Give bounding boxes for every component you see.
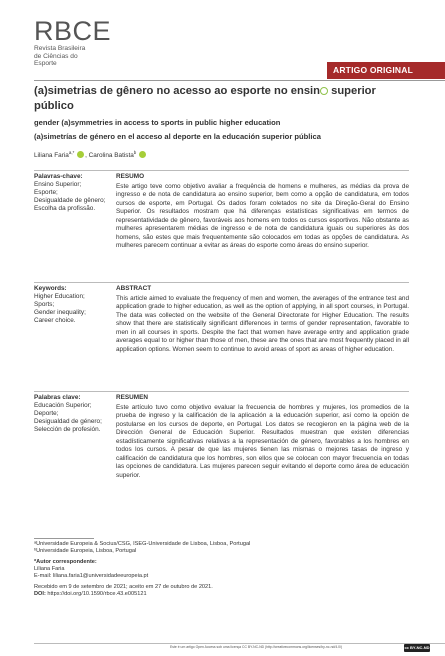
- doi-link[interactable]: https://doi.org/10.1590/rbce.43.e005121: [47, 591, 147, 597]
- abstract-block: [116, 173, 409, 251]
- header-divider: [34, 80, 445, 81]
- keyword: Desigualdade de gênero;: [34, 197, 106, 204]
- author-affiliation-mark: a,*: [68, 150, 75, 155]
- article-title: [34, 84, 414, 113]
- keyword: Deporte;: [34, 410, 59, 417]
- abstract-text: This article aimed to evaluate the frequency of men and women, the averages of the entrance test and application grade to higher education, as well as the option of applying, in all sport courses, in Portugal. The data was collected on the website of the General Directorate for Higher Education. The results show that there are statistically significant differences in terms of gender representation, favorable to men in all courses in sports. Despite the fact that women have average entry and application grade averages equal to or higher than those of men, these are the ones that are most frequently placed in all application options. Women seem to continue to avoid areas of sport as areas of higher education.: [116, 294, 409, 353]
- title-english: gender (a)symmetries in access to sports in public higher education: [34, 118, 281, 127]
- footer-divider: [34, 643, 445, 644]
- logo-line: Revista Brasileira: [34, 45, 86, 52]
- keywords-title: Keywords:: [34, 285, 67, 292]
- keyword: Escolha da profissão.: [34, 205, 96, 212]
- received-date: Recebido em 9 de setembro de 2021; aceito em 27 de outubro de 2021.: [34, 584, 213, 590]
- author-separator: ,: [85, 152, 89, 160]
- abstract-title: ABSTRACT: [116, 285, 152, 292]
- author-name: Carolina Batista: [88, 152, 134, 160]
- crossmark-icon[interactable]: [320, 87, 328, 95]
- keyword: Gender inequality;: [34, 309, 86, 316]
- affiliation: ᵃUniversidade Europeia & Socius/CSG, ISEG-Universidade de Lisboa, Lisboa, Portugal: [34, 541, 251, 547]
- section-divider: [34, 282, 409, 283]
- keywords-title: Palabras clave:: [34, 394, 81, 401]
- section-badge: ARTIGO ORIGINAL: [327, 62, 445, 79]
- keywords-block: [34, 173, 114, 213]
- keyword: Career choice.: [34, 317, 76, 324]
- author-list: [34, 150, 147, 159]
- footnote-divider: [34, 538, 94, 539]
- doi-label: DOI:: [34, 591, 46, 597]
- affiliation: ᵇUniversidade Europeia, Lisboa, Portugal: [34, 548, 137, 554]
- keyword: Educación Superior;: [34, 402, 92, 409]
- logo-line: Esporte: [34, 60, 57, 68]
- logo-subtitle: [34, 45, 111, 68]
- orcid-icon[interactable]: [139, 151, 146, 158]
- keyword: Selección de profesión.: [34, 426, 101, 433]
- abstract-block: [116, 285, 409, 354]
- corresponding-name: Liliana Faria: [34, 566, 65, 572]
- corresponding-label: *Autor correspondente:: [34, 559, 97, 565]
- keyword: Ensino Superior;: [34, 181, 82, 188]
- keyword: Desigualdad de género;: [34, 418, 102, 425]
- keywords-title: Palavras-chave:: [34, 173, 83, 180]
- footnotes: [34, 541, 409, 598]
- creative-commons-icon[interactable]: cc BY-NC-ND: [404, 645, 430, 650]
- title-part: (a)simetrias de gênero no acesso ao esporte no ensin: [34, 85, 320, 97]
- section-divider: [34, 391, 409, 392]
- keywords-block: [34, 394, 114, 434]
- keyword: Higher Education;: [34, 293, 85, 300]
- title-part: superior: [328, 85, 376, 97]
- keywords-block: [34, 285, 114, 325]
- abstract-title: RESUMEN: [116, 394, 148, 401]
- doi-line: [34, 591, 409, 598]
- corresponding-email[interactable]: E-mail: liliana.faria1@universidadeeuropeia.pt: [34, 573, 149, 579]
- abstract-text: Este artigo teve como objetivo avaliar a frequência de homens e mulheres, as médias da prova de ingresso e de nota de candidatura ao ensino superior, bem como a opção de candidatura, em todos cursos de esporte, em Portugal. Os dados foram coletados no site da Direção-Geral do Ensino Superior. Os resultados mostram que há diferenças estatísticas significativas em termos de representatividade de gênero, favoráveis aos homens em todos os cursos esportivos. Não obstante as mulheres apresentarem médias de ingresso e de nota de candidatura iguais ou superiores às dos homens, são estes que mais frequentemente são colocados em todas as opções de candidatura. As mulheres parecem continuar a evitar as áreas do esporte como áreas do ensino superior.: [116, 182, 409, 249]
- logo-text: RBCE: [34, 16, 112, 46]
- orcid-icon[interactable]: [77, 151, 84, 158]
- author-affiliation-mark: b: [133, 150, 137, 155]
- section-divider: [34, 170, 409, 171]
- abstract-text: Este artículo tuvo como objetivo evaluar la frecuencia de hombres y mujeres, los promedios de la prueba de ingreso y la calificación de la aplicación a la educación superior, así como la opción de postularse en los cursos de deporte, en Portugal. Los datos se recogieron en la página web de la Dirección General de Educación Superior. Resultados muestran que existen diferencias estadísticamente significativas relativas a la representación de género, favorables a los hombres en todos los cursos. A pesar de que las mujeres tienen las mismas o mejores tasas de ingreso y calificación de candidatura que los hombres, son ellos que se colocan con mayor frecuencia en todas las opciones de candidatura. Las mujeres parecen seguir evitando el deporte como área de educación superior.: [116, 403, 409, 479]
- keyword: Esporte;: [34, 189, 58, 196]
- license-text: Este é um artigo Open Access sob uma licença CC BY-NC-ND (http://creativecommons.org/licenses/by-nc-nd/4.0/): [170, 645, 343, 649]
- abstract-title: RESUMO: [116, 173, 145, 180]
- title-spanish: (a)simetrías de género en el acceso al deporte en la educación superior pública: [34, 132, 321, 141]
- journal-logo: [34, 18, 111, 68]
- abstract-block: [116, 394, 409, 480]
- title-part: público: [34, 99, 74, 112]
- logo-line: de Ciências do: [34, 52, 78, 60]
- author-name: Liliana Faria: [34, 152, 69, 160]
- keyword: Sports;: [34, 301, 55, 308]
